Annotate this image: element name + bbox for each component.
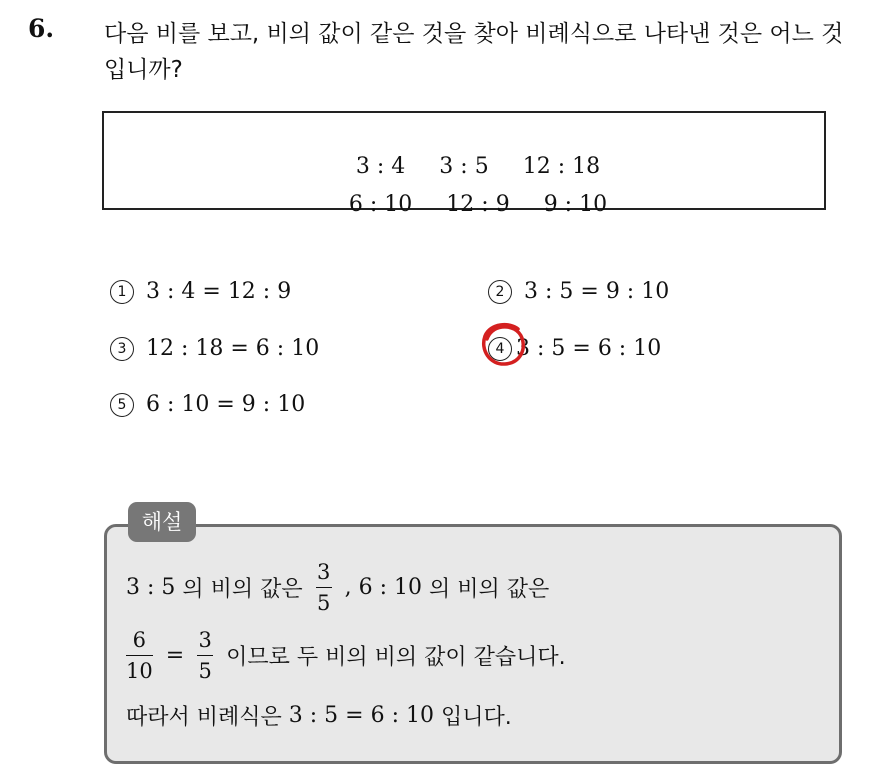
proportion-text: 3 : 5 = 6 : 10 xyxy=(288,703,434,728)
ratio-item: 3 : 5 xyxy=(439,154,489,179)
choice-text-2: 3 : 5 = 9 : 10 xyxy=(524,279,670,304)
explanation-text: 입니다. xyxy=(433,705,512,730)
explanation-text: 따라서 비례식은 xyxy=(126,705,289,730)
fraction-6-10 xyxy=(126,628,153,683)
choice-3[interactable] xyxy=(110,336,319,361)
ratio-item: 3 : 4 xyxy=(355,154,406,179)
ratio-item: 12 : 9 xyxy=(446,192,510,217)
explanation-text: 의 비의 값은 xyxy=(175,577,310,602)
explanation-line-1 xyxy=(126,560,549,615)
choice-text-5: 6 : 10 = 9 : 10 xyxy=(146,392,306,417)
fraction-denominator: 5 xyxy=(198,659,212,683)
ratio-item: 9 : 10 xyxy=(543,192,608,217)
choice-text-1: 3 : 4 = 12 : 9 xyxy=(146,279,292,304)
explanation-tag: 해설 xyxy=(128,502,196,542)
fraction-bar xyxy=(126,655,153,656)
ratio-box xyxy=(102,111,826,217)
ratio-item: 6 : 10 xyxy=(348,192,413,217)
ratio-row-2 xyxy=(104,167,824,242)
choice-number-3: 3 xyxy=(110,337,134,361)
fraction-3-5 xyxy=(197,628,213,683)
explanation-line-2 xyxy=(126,628,566,683)
question-text: 다음 비를 보고, 비의 값이 같은 것을 찾아 비례식으로 나타낸 것은 어느 것입니까? xyxy=(104,21,844,83)
choice-2[interactable] xyxy=(488,279,669,304)
fraction-bar xyxy=(197,655,213,656)
ratio-text: , 6 : 10 xyxy=(337,575,423,600)
fraction-3-5 xyxy=(316,560,332,615)
choice-number-1: 1 xyxy=(110,280,134,304)
choice-1[interactable] xyxy=(110,279,291,304)
fraction-numerator: 6 xyxy=(132,628,147,652)
fraction-numerator: 3 xyxy=(316,560,331,584)
explanation-line-3 xyxy=(126,700,512,731)
fraction-numerator: 3 xyxy=(198,628,212,652)
choice-number-4: 4 xyxy=(488,337,512,361)
fraction-bar xyxy=(316,587,332,588)
fraction-denominator: 5 xyxy=(316,591,331,615)
ratio-item: 12 : 18 xyxy=(522,154,601,179)
explanation-text: 이므로 두 비의 비의 값이 같습니다. xyxy=(219,645,566,670)
question-number: 6. xyxy=(28,14,55,43)
equals-sign: = xyxy=(158,643,192,668)
choice-number-5: 5 xyxy=(110,393,134,417)
explanation-text: 의 비의 값은 xyxy=(422,577,550,602)
ratio-text: 3 : 5 xyxy=(126,575,176,600)
choice-4[interactable] xyxy=(488,336,661,361)
choice-5[interactable] xyxy=(110,392,305,417)
choice-text-3: 12 : 18 = 6 : 10 xyxy=(146,336,320,361)
choice-text-4: 3 : 5 = 6 : 10 xyxy=(516,336,662,361)
choice-number-2: 2 xyxy=(488,280,512,304)
fraction-denominator: 10 xyxy=(126,659,153,683)
